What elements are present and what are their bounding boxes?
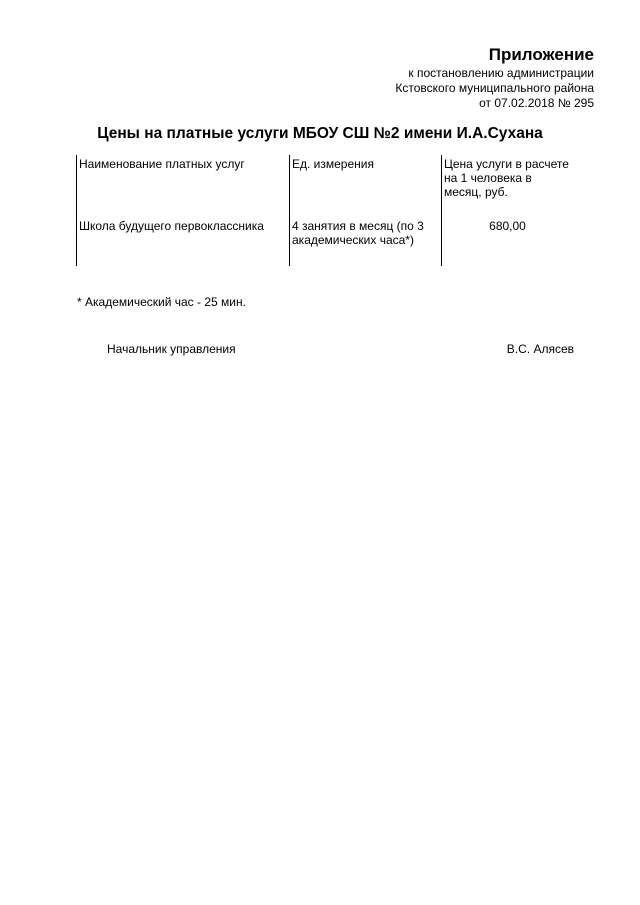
header-unit: Ед. измерения xyxy=(290,155,442,217)
cell-unit: 4 занятия в месяц (по 3 академических часа*) xyxy=(290,217,442,266)
appendix-line-1: к постановлению администрации xyxy=(408,66,594,80)
table-row xyxy=(77,217,574,266)
appendix-block xyxy=(395,44,594,111)
signature-name: В.С. Алясев xyxy=(506,342,574,356)
appendix-line-3: от 07.02.2018 № 295 xyxy=(479,96,594,110)
prices-table xyxy=(76,155,573,266)
appendix-line-2: Кстовского муниципального района xyxy=(395,81,594,95)
footnote: * Академический час - 25 мин. xyxy=(77,295,246,309)
header-price: Цена услуги в расчете на 1 человека в месяц, руб. xyxy=(442,155,574,217)
appendix-title: Приложение xyxy=(488,45,594,64)
cell-service-name: Школа будущего первоклассника xyxy=(77,217,290,266)
header-service-name: Наименование платных услуг xyxy=(77,155,290,217)
cell-price: 680,00 xyxy=(442,217,574,266)
signature-position: Начальник управления xyxy=(107,342,236,356)
document-title: Цены на платные услуги МБОУ СШ №2 имени И.А.Сухана xyxy=(97,125,543,142)
table-header-row xyxy=(77,155,574,217)
